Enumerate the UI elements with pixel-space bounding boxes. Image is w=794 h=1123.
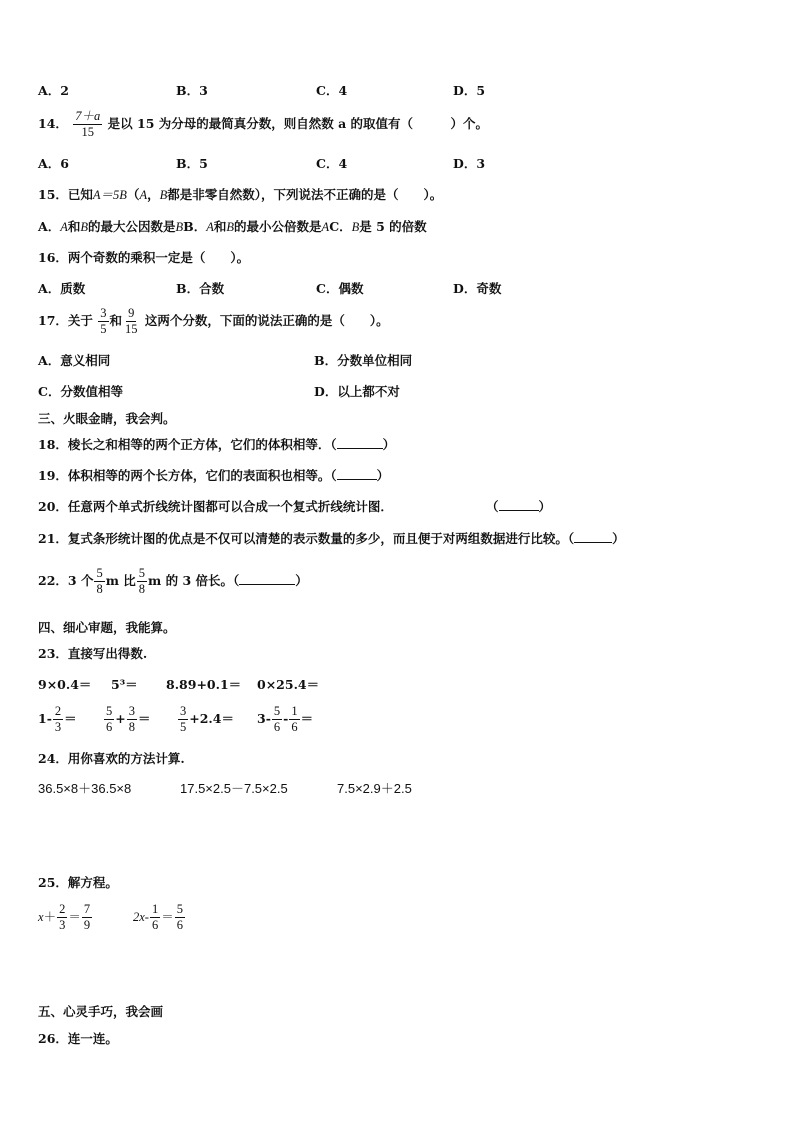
section-4-heading: 四、细心审题，我能算。 (38, 620, 176, 635)
question-15 (38, 186, 442, 204)
q16-option-d[interactable]: D．奇数 (453, 281, 502, 296)
q17-fraction-1-denominator: 5 (100, 322, 107, 336)
q15-options (38, 218, 427, 236)
q25-equation-1-equals: ＝ (68, 909, 81, 924)
question-16: 16．两个奇数的乘积一定是（ ）。 (38, 250, 250, 265)
q23-item-5-equals: ＝ (64, 711, 77, 726)
q23-item-8-denominator-2: 6 (291, 720, 298, 734)
q23-item-5-denominator: 3 (54, 720, 62, 734)
q15-option-a-and: 和 (67, 219, 81, 234)
q23-item-6 (103, 704, 151, 735)
q17-fraction-2-numerator: 9 (128, 306, 135, 320)
q25-equation-2 (133, 902, 186, 933)
q23-item-6-equals: ＝ (137, 711, 151, 726)
q25-equation-2-equals: ＝ (161, 909, 174, 924)
question-23: 23．直接写出得数. (38, 646, 148, 661)
q25-equation-2-numerator: 1 (151, 902, 159, 916)
q17-fraction-2 (123, 306, 140, 337)
q23-item-6-denominator-1: 6 (106, 720, 113, 734)
q15-option-b-label: B． (183, 219, 207, 234)
q21-answer-blank[interactable] (574, 530, 612, 543)
q15-option-a-var3: B (175, 220, 184, 234)
q17-prefix: 17．关于 (38, 313, 93, 328)
q17-option-c[interactable]: C．分数值相等 (38, 384, 123, 399)
q14-fraction (73, 109, 102, 140)
q22-prefix: 22．3 个 (38, 573, 94, 588)
q17-option-a[interactable]: A．意义相同 (38, 353, 111, 368)
q23-item-7-denominator: 5 (180, 720, 187, 734)
q25-equation-1-numerator: 2 (59, 902, 66, 916)
q23-item-6-fraction-1 (104, 704, 114, 735)
q22-fraction-2-denominator: 8 (138, 582, 146, 596)
q15-paren: （ (126, 187, 140, 202)
q15-option-b-text: 的最小公倍数是 (234, 219, 322, 234)
q15-option-a-text: 的最大公因数是 (88, 219, 176, 234)
q23-item-8-denominator-1: 6 (273, 720, 281, 734)
q25-equation-1-result-numerator: 7 (83, 902, 91, 916)
q15-option-c-label: C． (329, 219, 352, 234)
q15-option-a-label: A． (38, 219, 61, 234)
q17-and: 和 (109, 313, 123, 328)
q15-var-b: B (159, 188, 168, 202)
q25-equation-2-result (175, 902, 185, 933)
q20-close: ） (538, 499, 552, 514)
q25-equation-1-x: x (38, 910, 44, 924)
q25-equation-1-plus: ＋ (43, 909, 57, 924)
q14-option-a[interactable]: A．6 (38, 156, 69, 171)
q14-fraction-denominator: 15 (81, 125, 95, 139)
q23-item-8-prefix: 3- (257, 711, 271, 726)
q23-item-6-plus: + (115, 711, 126, 726)
q23-item-7 (177, 704, 234, 735)
q20-open: （ (486, 499, 499, 514)
q22-fraction-1-denominator: 8 (96, 582, 103, 596)
q15-option-c[interactable] (329, 219, 427, 234)
question-25: 25．解方程。 (38, 875, 118, 890)
q24-expression-1: 36.5×8＋36.5×8 (38, 781, 132, 796)
q19-answer-blank[interactable] (337, 467, 377, 480)
q24-expression-3: 7.5×2.9＋2.5 (337, 781, 412, 796)
q18-close: ） (382, 437, 396, 452)
section-3-heading: 三、火眼金睛，我会判。 (38, 411, 176, 426)
q17-option-d[interactable]: D．以上都不对 (314, 384, 400, 399)
q18-answer-blank[interactable] (337, 436, 383, 449)
q23-item-6-numerator-1: 5 (106, 704, 113, 718)
q25-equation-1-denominator: 3 (59, 918, 66, 932)
q23-item-4: 0×25.4＝ (257, 677, 320, 692)
question-17 (38, 306, 389, 337)
q13-option-c[interactable]: C．4 (316, 83, 348, 98)
q23-item-8-fraction-1 (272, 704, 282, 735)
q15-var-a: A (139, 188, 148, 202)
q23-item-5-numerator: 2 (54, 704, 62, 718)
q14-option-d[interactable]: D．3 (453, 156, 486, 171)
q24-expression-2: 17.5×2.5－7.5×2.5 (180, 781, 288, 796)
q19-text: 19．体积相等的两个长方体，它们的表面积也相等。（ (38, 468, 337, 483)
q21-close: ） (612, 531, 625, 546)
q15-option-c-var: B (351, 220, 360, 234)
q17-fraction-1-numerator: 3 (100, 306, 107, 320)
q25-equation-2-result-numerator: 5 (176, 902, 183, 916)
section-5-heading: 五、心灵手巧，我会画 (38, 1004, 164, 1019)
q14-text: 是以 15 为分母的最简真分数，则自然数 a 的取值有（ ）个。 (107, 116, 489, 131)
q15-option-b-and: 和 (213, 219, 227, 234)
q22-answer-blank[interactable] (239, 572, 295, 585)
q23-item-8-equals: ＝ (300, 711, 314, 726)
q21-text: 21．复式条形统计图的优点是不仅可以清楚的表示数量的多少，而且便于对两组数据进行比较。（ (38, 531, 575, 546)
q23-item-5-fraction (53, 704, 63, 735)
question-20 (38, 498, 393, 516)
q25-equation-1 (38, 902, 93, 933)
q15-option-a-var1: A (60, 220, 68, 234)
q20-answer-blank[interactable] (499, 498, 539, 511)
question-22 (38, 566, 308, 597)
q15-option-c-text: 是 5 的倍数 (359, 219, 427, 234)
q23-item-6-fraction-2 (127, 704, 137, 735)
question-19 (38, 467, 389, 485)
q22-fraction-1-numerator: 5 (96, 566, 103, 580)
q20-answer (486, 498, 551, 516)
q17-fraction-2-denominator: 15 (125, 322, 138, 336)
q25-equation-2-denominator: 6 (151, 918, 159, 932)
q16-option-a[interactable]: A．质数 (38, 281, 86, 296)
q14-number: 14． (38, 116, 68, 131)
q13-option-d[interactable]: D．5 (453, 83, 486, 98)
q15-prefix: 15．已知 (38, 187, 93, 202)
q23-item-1: 9×0.4＝ (38, 677, 92, 692)
q23-item-8-numerator-1: 5 (273, 704, 281, 718)
q15-option-b-var3: A (321, 220, 330, 234)
q23-item-5-prefix: 1- (38, 711, 52, 726)
q15-option-a-var2: B (80, 220, 88, 234)
q23-item-6-numerator-2: 3 (128, 704, 135, 718)
q14-option-c[interactable]: C．4 (316, 156, 348, 171)
q14-fraction-numerator: 7＋a (75, 109, 101, 123)
q23-item-7-rest: +2.4＝ (189, 711, 234, 726)
q20-text: 20．任意两个单式折线统计图都可以合成一个复式折线统计图． (38, 499, 393, 514)
q14-option-b[interactable]: B．5 (176, 156, 208, 171)
q23-item-6-denominator-2: 8 (128, 720, 135, 734)
question-14 (38, 109, 488, 140)
q19-close: ） (376, 468, 390, 483)
question-24: 24．用你喜欢的方法计算. (38, 751, 185, 766)
q15-option-b-var1: A (206, 220, 214, 234)
q23-item-8 (257, 704, 313, 735)
q16-option-c[interactable]: C．偶数 (316, 281, 364, 296)
q25-equation-1-fraction (57, 902, 67, 933)
q15-option-a[interactable] (38, 219, 183, 234)
q22-close: ） (295, 573, 308, 588)
q17-text: 这两个分数，下面的说法正确的是（ ）。 (144, 313, 389, 328)
q23-item-8-numerator-2: 1 (291, 704, 298, 718)
q17-fraction-1 (98, 306, 108, 337)
q23-item-3: 8.89+0.1＝ (166, 677, 242, 692)
q15-option-b-var2: B (226, 220, 235, 234)
q25-equation-1-result (82, 902, 92, 933)
q15-text: 都是非零自然数），下列说法不正确的是（ ）。 (167, 187, 443, 202)
q25-equation-2-prefix: 2x- (133, 910, 149, 924)
q18-text: 18．棱长之和相等的两个正方体，它们的体积相等．（ (38, 437, 337, 452)
q13-option-b[interactable]: B．3 (176, 83, 208, 98)
q22-middle: m 比 (105, 573, 136, 588)
q23-item-8-minus: - (283, 711, 289, 726)
q23-item-5 (38, 704, 77, 735)
q22-fraction-2-numerator: 5 (138, 566, 146, 580)
q25-equation-1-result-denominator: 9 (83, 918, 91, 932)
q23-item-8-fraction-2 (289, 704, 299, 735)
q22-fraction-2 (137, 566, 147, 597)
q25-equation-2-fraction (150, 902, 160, 933)
q13-option-a[interactable]: A．2 (38, 83, 69, 98)
q23-item-2: 5³＝ (111, 677, 138, 692)
q17-option-b[interactable]: B．分数单位相同 (314, 353, 413, 368)
q25-equation-2-result-denominator: 6 (176, 918, 183, 932)
question-18 (38, 436, 395, 454)
question-21 (38, 530, 625, 548)
q22-suffix: m 的 3 倍长。（ (148, 573, 240, 588)
q23-item-7-numerator: 3 (180, 704, 187, 718)
q16-option-b[interactable]: B．合数 (176, 281, 225, 296)
q22-fraction-1 (94, 566, 104, 597)
q15-equation: A＝5B (92, 188, 127, 202)
q23-item-7-fraction (178, 704, 188, 735)
q15-option-b[interactable] (183, 219, 329, 234)
q15-comma: ， (147, 187, 160, 202)
question-26: 26．连一连。 (38, 1031, 118, 1046)
